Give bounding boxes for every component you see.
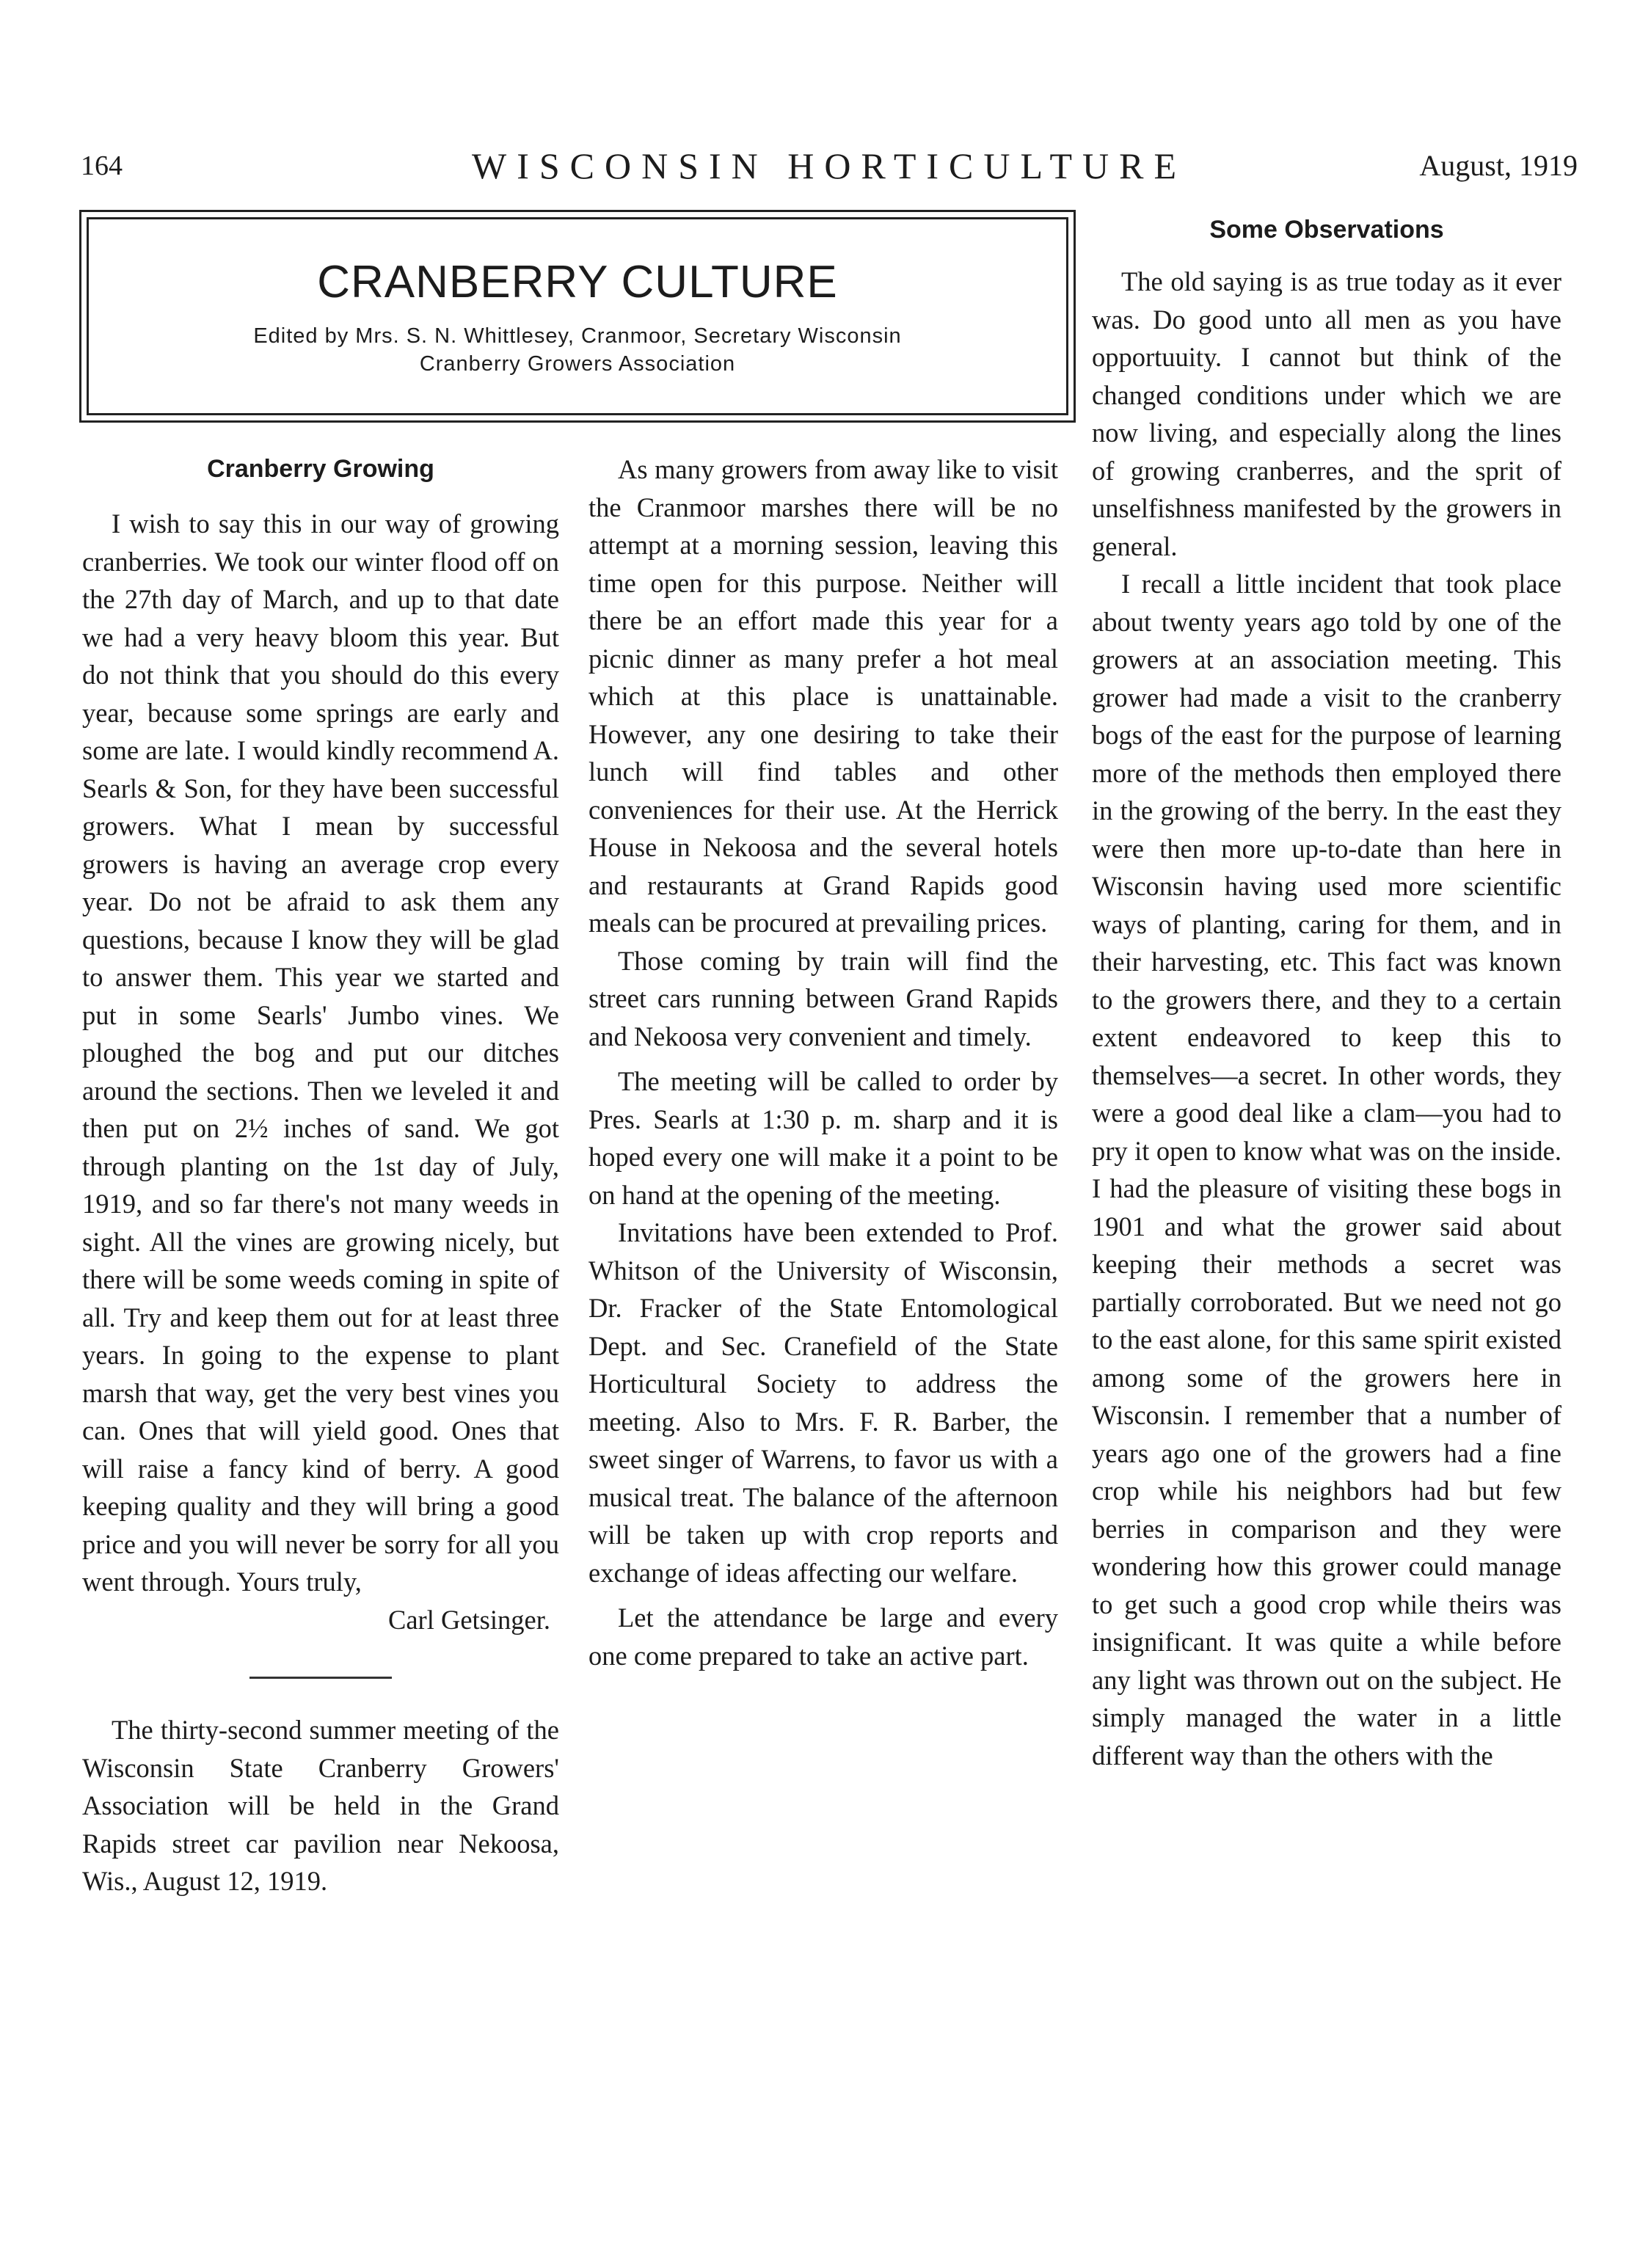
article-heading-cranberry-growing: Cranberry Growing [207,455,434,483]
editor-line-1: Edited by Mrs. S. N. Whittlesey, Cranmoor, Secretary Wisconsin [253,324,902,348]
column-middle [588,451,1058,1674]
meeting-paragraph-2: As many growers from away like to visit the Cranmoor marshes there will be no attempt at a morning session, leaving this time open for this purpose. Neither will there be an effort made this year for a picnic dinner as many prefer a hot meal which at this place is unattainable. However, any one desiring to take their lunch will find tables and other conveniences for their use. At the Herrick House in Nekoosa and the several hotels and restaurants at Grand Rapids good meals can be procured at prevailing prices. [588,454,1058,938]
signature: Carl Getsinger. [388,1604,550,1635]
section-editor-credit [89,322,1066,378]
meeting-paragraph-6: Let the attendance be large and every one come prepared to take an active part. [588,1602,1058,1671]
column-right [1092,211,1561,1774]
section-title: CRANBERRY CULTURE [317,257,838,307]
meeting-paragraph-5: Invitations have been extended to Prof. Whitson of the University of Wisconsin, Dr. Fracker of the State Entomological Dept. and Sec. Cranefield of the State Horticultural Society to address the meeting. Also to Mrs. F. R. Barber, the sweet singer of Warrens, to favor us with a musical treat. The balance of the afternoon will be taken up with crop reports and exchange of ideas affecting our welfare. [588,1217,1058,1588]
column-left [82,451,559,1900]
article-paragraph: I wish to say this in our way of growing cranberries. We took our winter flood off on the 27th day of March, and up to that date we had a very heavy bloom this year. But do not think that you should do this every year, because some springs are early and some are late. I would kindly recommend A. Searls & Son, for they have been successful growers. What I mean by successful growers is having an average crop every year. Do not be afraid to ask them any questions, because I know they will be glad to answer them. This year we started and put in some Searls' Jumbo vines. We ploughed the bog and put our ditches around the sections. Then we leveled it and then put on 2½ inches of sand. We got through planting on the 1st day of July, 1919, and so far there's not many weeds in sight. All the vines are growing nicely, but there will be some weeds coming in spite of all. Try and keep them out for at least three years. In going to the expense to plant marsh that way, get the very best vines you can. Ones that will yield good. Ones that will raise a fancy kind of berry. A good keeping quality and they will bring a good price and you will never be sorry for all you went through. Yours truly, [82,508,559,1597]
section-title-box [87,217,1068,415]
meeting-paragraph-4: The meeting will be called to order by Pres. Searls at 1:30 p. m. sharp and it is hoped every one will make it a point to be on hand at the opening of the meeting. [588,1066,1058,1210]
running-head [81,144,1578,188]
observations-paragraph-2: I recall a little incident that took place about twenty years ago told by one of the growers at an association meeting. This grower had made a visit to the cranberry bogs of the east for the purpose of learning more of the methods then employed there in the growing of the berry. In the east they were then more up-to-date than here in Wisconsin having used more scientific ways of planting, caring for them, and in their harvesting, etc. This fact was known to the growers there, and they to a certain extent endeavored to keep this to themselves—a secret. In other words, they were a good deal like a clam—you had to pry it open to know what was on the inside. I had the pleasure of visiting these bogs in 1901 and what the grower said about keeping their methods a secret was partially corroborated. But we need not go to the east alone, for this same spirit existed among some of the growers here in Wisconsin. I remember that a number of years ago one of the growers had a fine crop while his neighbors had but few berries in comparison and they were wondering how this grower could manage to get such a good crop while theirs was insignificant. It was quite a while before any light was thrown out on the subject. He simply managed the water in a little different way than the others with the [1092,569,1561,1771]
divider-rule [249,1677,392,1679]
editor-line-2: Cranberry Growers Association [419,352,736,376]
meeting-paragraph-3: Those coming by train will find the street cars running between Grand Rapids and Nekoosa very convenient and timely. [588,945,1058,1051]
issue-date: August, 1919 [1419,149,1578,182]
journal-title: WISCONSIN HORTICULTURE [472,145,1187,186]
article-heading-some-observations: Some Observations [1209,216,1444,244]
meeting-paragraph-1: The thirty-second summer meeting of the Wisconsin State Cranberry Growers' Association will be held in the Grand Rapids street car pavilion near Nekoosa, Wis., August 12, 1919. [82,1715,559,1896]
observations-paragraph-1: The old saying is as true today as it ever was. Do good unto all men as you have opportuuity. I cannot but think of the changed conditions under which we are now living, and especially along the lines of growing cranberres, and the sprit of unselfishness manifested by the growers in general. [1092,266,1561,561]
page-number: 164 [81,150,123,181]
